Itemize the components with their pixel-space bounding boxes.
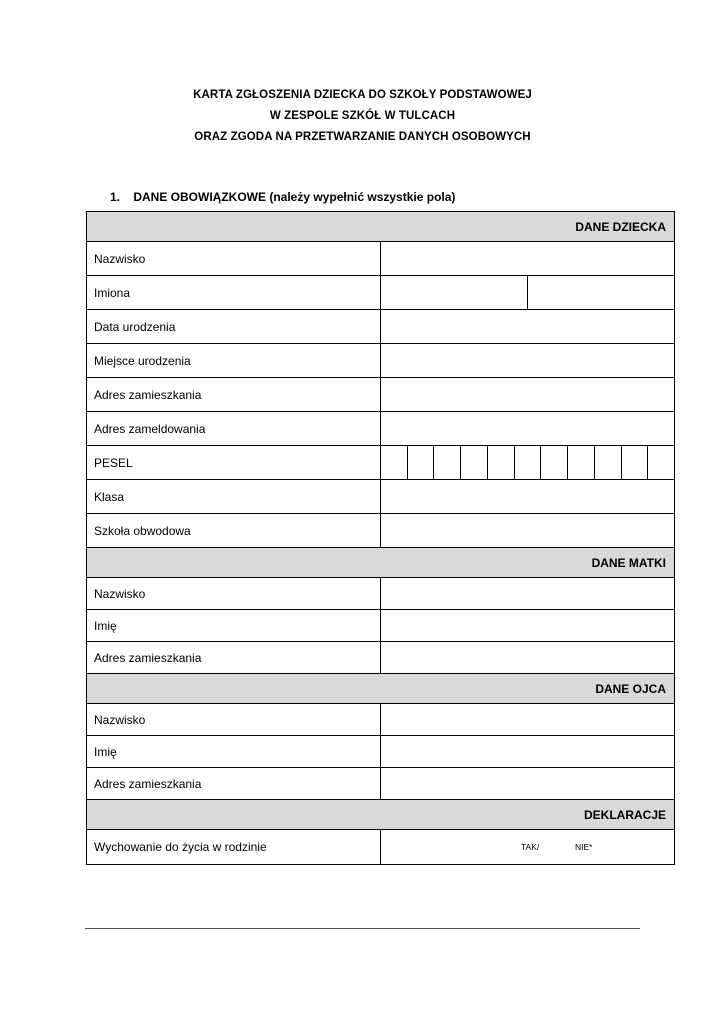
- child-residence-address-label: Adres zamieszkania: [87, 378, 381, 412]
- father-surname-field[interactable]: [381, 704, 675, 736]
- pesel-digit-box[interactable]: [407, 446, 434, 479]
- pesel-digit-box[interactable]: [487, 446, 514, 479]
- child-birth-date-field[interactable]: [381, 310, 675, 344]
- child-registered-address-field[interactable]: [381, 412, 675, 446]
- child-pesel-label: PESEL: [87, 446, 381, 480]
- mother-surname-field[interactable]: [381, 578, 675, 610]
- child-residence-address-field[interactable]: [381, 378, 675, 412]
- pesel-digit-box[interactable]: [460, 446, 487, 479]
- child-district-school-label: Szkoła obwodowa: [87, 514, 381, 548]
- father-first-name-field[interactable]: [381, 736, 675, 768]
- declarations-header: DEKLARACJE: [87, 800, 675, 830]
- child-first-name-field[interactable]: [381, 276, 527, 309]
- option-no[interactable]: NIE*: [575, 842, 593, 852]
- pesel-digit-box[interactable]: [594, 446, 621, 479]
- father-data-header: DANE OJCA: [87, 674, 675, 704]
- mother-surname-label: Nazwisko: [87, 578, 381, 610]
- child-surname-field[interactable]: [381, 242, 675, 276]
- child-district-school-field[interactable]: [381, 514, 675, 548]
- pesel-digit-box[interactable]: [381, 446, 407, 479]
- mother-address-field[interactable]: [381, 642, 675, 674]
- section-heading: [110, 190, 455, 204]
- title-line-3: ORAZ ZGODA NA PRZETWARZANIE DANYCH OSOBOWYCH: [194, 131, 531, 143]
- pesel-digit-box[interactable]: [540, 446, 567, 479]
- child-first-names-cell: [381, 276, 675, 310]
- section-label: DANE OBOWIĄZKOWE (należy wypełnić wszystkie pola): [133, 190, 456, 204]
- family-life-education-label: Wychowanie do życia w rodzinie: [87, 830, 381, 865]
- family-life-education-choice: [381, 830, 675, 865]
- pesel-digit-box[interactable]: [621, 446, 648, 479]
- title-line-1: KARTA ZGŁOSZENIA DZIECKA DO SZKOŁY PODSTAWOWEJ: [193, 89, 532, 101]
- child-registered-address-label: Adres zameldowania: [87, 412, 381, 446]
- footer-divider: [85, 928, 640, 929]
- mother-first-name-field[interactable]: [381, 610, 675, 642]
- pesel-digit-box[interactable]: [647, 446, 674, 479]
- title-line-2: W ZESPOLE SZKÓŁ W TULCACH: [269, 110, 456, 122]
- child-birth-place-field[interactable]: [381, 344, 675, 378]
- father-first-name-label: Imię: [87, 736, 381, 768]
- option-yes[interactable]: TAK/: [521, 842, 540, 852]
- child-class-label: Klasa: [87, 480, 381, 514]
- child-second-name-field[interactable]: [527, 276, 674, 309]
- pesel-digit-box[interactable]: [567, 446, 594, 479]
- father-address-field[interactable]: [381, 768, 675, 800]
- child-surname-label: Nazwisko: [87, 242, 381, 276]
- document-title: [0, 85, 725, 148]
- father-surname-label: Nazwisko: [87, 704, 381, 736]
- child-data-header: DANE DZIECKA: [87, 212, 675, 242]
- child-pesel-cell: [381, 446, 675, 480]
- child-class-field[interactable]: [381, 480, 675, 514]
- registration-form-table: [86, 211, 675, 865]
- pesel-digit-box[interactable]: [514, 446, 541, 479]
- section-number: 1.: [110, 190, 121, 204]
- pesel-digit-box[interactable]: [433, 446, 460, 479]
- child-birth-date-label: Data urodzenia: [87, 310, 381, 344]
- mother-address-label: Adres zamieszkania: [87, 642, 381, 674]
- mother-data-header: DANE MATKI: [87, 548, 675, 578]
- child-birth-place-label: Miejsce urodzenia: [87, 344, 381, 378]
- child-first-names-label: Imiona: [87, 276, 381, 310]
- father-address-label: Adres zamieszkania: [87, 768, 381, 800]
- mother-first-name-label: Imię: [87, 610, 381, 642]
